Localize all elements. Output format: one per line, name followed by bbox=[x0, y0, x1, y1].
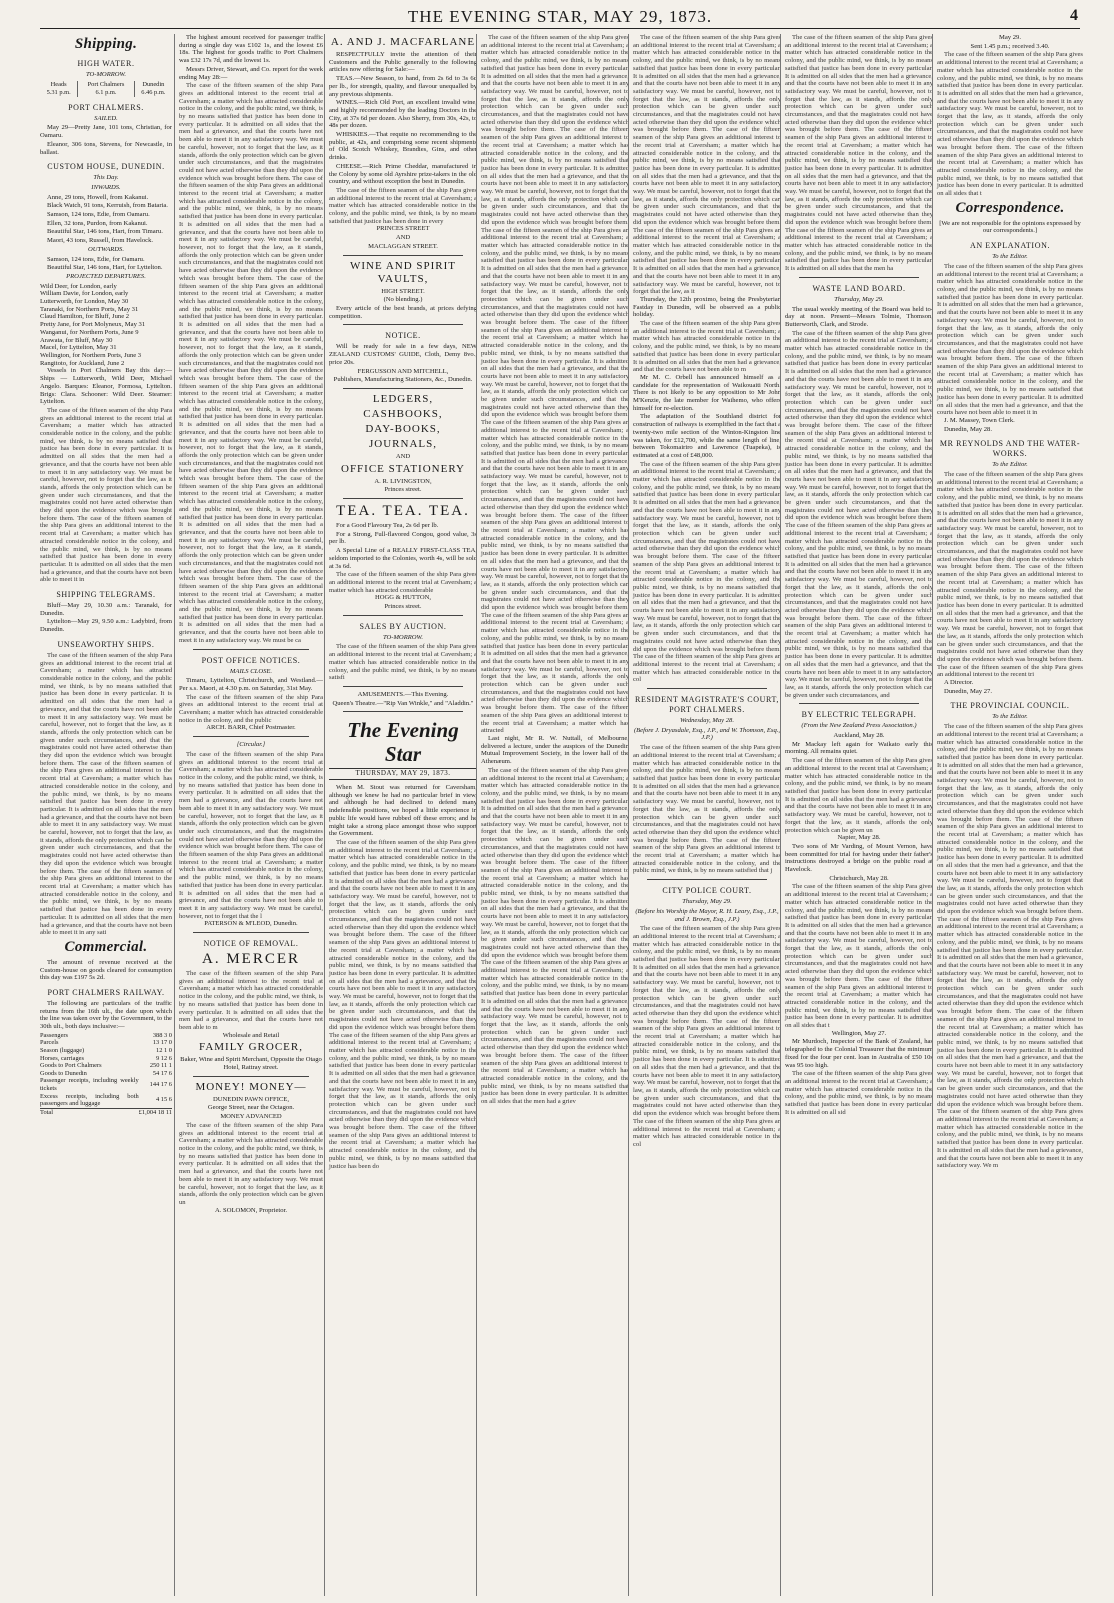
post-office-more: The case of the fifteen seamen of the ship Para gives an additional interest to the recent trial at Caversham; a matter which has attracted considerable notice in the colony, and the public bbox=[179, 693, 323, 724]
high-water-sub: TO-MORROW. bbox=[85, 71, 127, 78]
amusements-text: Queen's Theatre.—"Rip Van Winkle," and "Aladdin." bbox=[332, 699, 474, 707]
money-heading: MONEY! MONEY— bbox=[195, 1080, 307, 1093]
high-water-heading: HIGH WATER. bbox=[77, 59, 135, 68]
best-brands: Every article of the best brands, at prices defying competition. bbox=[329, 304, 477, 320]
table-row bbox=[40, 1077, 172, 1092]
rm-bench: (Before J. Dryasdale, Esq., J.P., and W. Thomson, Esq., J.P.) bbox=[633, 726, 781, 742]
pawn-text: The case of the fifteen seamen of the ship Para gives an additional interest to the recent trial at Caversham; a matter which has attracted considerable notice in the colony, and the public mind, we think, is by no means satisfied that justice has been done in every particular. It is admitted on all sides that the men had a grievance, and that the courts have not been able to meet it in any satisfactory way. We must be careful, however, not to forget that the law, as it stands, affords the only protection which can be given un bbox=[179, 1121, 323, 1206]
correspondence-note: [We are not responsible for the opinions expressed by our correspondents.] bbox=[939, 219, 1081, 235]
projected-heading: PROJECTED DEPARTURES. bbox=[66, 272, 146, 280]
divider bbox=[193, 649, 309, 650]
table-row bbox=[40, 1070, 172, 1078]
chief-postmaster: ARCH. BARR, Chief Postmaster. bbox=[206, 724, 296, 732]
journals: JOURNALS, bbox=[369, 437, 437, 450]
telegraph-continued: The case of the fifteen seamen of the ship Para gives an additional interest to the recent trial at Caversham; a matter which has attracted considerable notice in the colony, and the public mind, we think, is by no means satisfied that justice has been done in every particular. It is admitted on all sides that the men had a grievance, and that the courts have not been able to meet it in any satisfactory way. We must be careful, however, not to forget that the law, as it stands, affords the only protection which can be given under such circumstances, and that the magistrates could not have acted otherwise than they did upon the evidence which was brought before them. The case of the fifteen seamen of the ship Para gives an additional interest to the recent trial at Caversham; a matter which has attracted considerable notice in the colony, and the public mind, we think, is by no means satisfied that justice has been done in every particular. It is admitted on all sides that t bbox=[937, 51, 1083, 198]
divider bbox=[799, 277, 919, 278]
projected-item: Wanganui, for Northern Ports, June 9 bbox=[40, 328, 139, 336]
correspondence-heading: Correspondence. bbox=[955, 199, 1065, 216]
waste-land-text: The usual weekly meeting of the Board was held to-day at noon. Present—Messrs Tolmie, Thomson, Butterworth, Clark, and Strode. bbox=[785, 305, 933, 328]
projected-item: Wellington, for Northern Ports, June 3 bbox=[40, 351, 142, 359]
divider bbox=[343, 686, 463, 687]
market-report-head: Messrs Driver, Stewart, and Co. report for the week ending May 28:— bbox=[179, 65, 323, 81]
inwards-heading: INWARDS. bbox=[91, 183, 121, 191]
massey-date: Dunedin, May 28. bbox=[944, 425, 992, 433]
sailed-heading: SAILED. bbox=[94, 114, 118, 122]
director-date: Dunedin, May 27. bbox=[944, 687, 992, 695]
row-label: Excess receipts, including both passengers and luggage bbox=[40, 1092, 139, 1108]
city-bench: (Before his Worship the Mayor, R. H. Leary, Esq., J.P., and J. Brown, Esq., J.P.) bbox=[635, 907, 779, 923]
tide-time: 5.31 p.m. bbox=[40, 89, 78, 97]
director-signature: A Director. bbox=[944, 679, 974, 687]
massey-signature: J. M. Massey, Town Clerk. bbox=[944, 416, 1015, 424]
leader-opening: When M. Stout was returned for Caversham, although we knew he had no particular brief in view, and although he had declined to defend many indefensible positions, we hoped a little experience in public life would have rubbed off these errors; and he might take a strong place amongst those who support the Government. bbox=[329, 784, 477, 838]
notice-heading: NOTICE. bbox=[385, 331, 421, 341]
auckland-more: The case of the fifteen seamen of the ship Para gives an additional interest to the recent trial at Caversham; a matter which has attracted considerable notice in the colony, and the public mind, we think, is by no means satisfied that justice has been done in every particular. It is admitted on all sides that the men had a grievance, and that the courts have not been able to meet it in any satisfactory way. We must be careful, however, not to forget that the law, as it stands, affords the only protection which can be given un bbox=[785, 757, 933, 834]
tea-line: For a Good Flavoury Tea, 2s 6d per lb. bbox=[336, 522, 439, 530]
row-value: 4 15 6 bbox=[156, 1096, 172, 1104]
row-label: Goods to Dunedin bbox=[40, 1069, 87, 1077]
table-row bbox=[40, 1093, 172, 1109]
row-value: 54 17 6 bbox=[152, 1069, 172, 1077]
christchurch-text: The case of the fifteen seamen of the ship Para gives an additional interest to the recent trial at Caversham; a matter which has attracted considerable notice in the colony, and the public mind, we think, is by no means satisfied that justice has been done in every particular. It is admitted on all sides that the men had a grievance, and that the courts have not been able to meet it in any satisfactory way. We must be careful, however, not to forget that the law, as it stands, affords the only protection which can be given under such circumstances, and that the magistrates could not have acted otherwise than they did upon the evidence which was brought before them. The case of the fifteen seamen of the ship Para gives an additional interest to the recent trial at Caversham; a matter which has attracted considerable notice in the colony, and the public mind, we think, is by no means satisfied that justice has been done in every particular. It is admitted on all sides that t bbox=[785, 883, 933, 1030]
row-label: Passenger receipts, including weekly tickets bbox=[40, 1077, 139, 1092]
to-editor: To the Editor. bbox=[992, 253, 1028, 261]
row-value: 250 11 1 bbox=[149, 1062, 172, 1070]
ledgers: LEDGERS, bbox=[372, 392, 434, 405]
gold-text: The amount of revenue received at the Custom-house on goods cleared for consumption this day was £197 5s 2d. bbox=[40, 958, 172, 982]
column-correspondence bbox=[932, 34, 1083, 1596]
explanation-heading: AN EXPLANATION. bbox=[969, 241, 1051, 251]
court-continued: The case of the fifteen seamen of the ship Para gives an additional interest to the recent trial at Caversham; a matter which has attracted considerable notice in the colony, and the public mind, we think, is by no means satisfied that justice has been done in every particular. It is admitted on all sides that the men had a grievance, and that the courts have not been able to meet it in any satisfactory way. We must be careful, however, not to forget that the law, as it stands, affords the only protection which can be given under such circumstances, and that the magistrates could not have acted otherwise than they did upon the evidence which was brought before them. The case of the fifteen seamen of the ship Para gives an additional interest to the recent trial at Caversham; a matter which has attracted considerable notice in the colony, and the public mind, we think, is by no means satisfied that justice has been done in every particular. It is admitted on all sides that the men had a grievance, and that the courts have not been able to meet it in any satisfactory way. We must be careful, however, not to forget that the law, as it stands, affords the only protection which can be given under such circumstances, and that the magistrates could not have acted otherwise than they did upon the evidence which was brought before them. The case of the fifteen seamen of the ship Para gives an additional interest to the recent trial at Caversham; a matter which has attracted considerable notice in the colony, and the public mind, we think, is by no means satisfied that justice has been done in every particular. It is admitted on all sides that the men ha bbox=[785, 34, 933, 273]
railway-table bbox=[40, 1032, 172, 1117]
pawn-address: George Street, near the Octagon. bbox=[207, 1104, 295, 1112]
rm-date: Wednesday, May 28. bbox=[680, 717, 734, 725]
row-label: Passengers bbox=[40, 1031, 69, 1039]
tea-line: A Special Line of a REALLY FIRST-CLASS TEA, seldom imported to the Colonies, worth 4s, will be sold at 3s 6d. bbox=[329, 547, 477, 570]
projected-item: Macel, for Lyttelton, May 31 bbox=[40, 344, 117, 352]
rm-text: The case of the fifteen seamen of the ship Para gives an additional interest to the recent trial at Caversham; a matter which has attracted considerable notice in the colony, and the public mind, we think, is by no means satisfied that justice has been done in every particular. It is admitted on all sides that the men had a grievance, and that the courts have not been able to meet it in any satisfactory way. We must be careful, however, not to forget that the law, as it stands, affords the only protection which can be given under such circumstances, and that the magistrates could not have acted otherwise than they did upon the evidence which was brought before them. The case of the fifteen seamen of the ship Para gives an additional interest to the recent trial at Caversham; a matter which has attracted considerable notice in the colony, and the public mind, we think, is by no means satisfied that j bbox=[633, 744, 781, 875]
outwards-item: Beautiful Star, 146 tons, Hart, for Lyttelton. bbox=[47, 264, 163, 272]
livingston-street: Princes street. bbox=[384, 486, 422, 494]
livingston-name: A. R. LIVINGSTON, bbox=[374, 477, 432, 485]
pawn-proprietor: A. SOLOMON, Proprietor. bbox=[215, 1206, 287, 1214]
railway-intro: The following are particulars of the traffic returns from the 16th ult., the date upon which the line was taken over by the Government, to the 30th ult., both days inclusive:— bbox=[40, 1000, 172, 1031]
leader-second: Last night, Mr R. W. Nuttall, of Melbourne, delivered a lecture, under the auspices of the Dunedin Mutual Improvement Society, in the lower hall of the Athenæum. bbox=[481, 734, 629, 766]
inwards-item: Anne, 29 tons, Howell, from Kakanui. bbox=[47, 193, 149, 201]
row-label: Goods to Port Chalmers bbox=[40, 1062, 102, 1070]
leader-date: THURSDAY, MAY 29, 1873. bbox=[329, 768, 477, 780]
top-text: Sent 1.45 p.m.; received 3.40. bbox=[970, 42, 1050, 50]
table-row bbox=[40, 1032, 172, 1040]
cashbooks: CASHBOOKS, bbox=[363, 407, 443, 420]
pawn-office: DUNEDIN PAWN OFFICE, bbox=[213, 1095, 289, 1103]
removal-heading: NOTICE OF REMOVAL. bbox=[203, 939, 299, 949]
mercer-name: A. MERCER bbox=[201, 951, 300, 968]
column-leader bbox=[476, 34, 629, 1596]
port-chalmers-heading: PORT CHALMERS. bbox=[68, 102, 144, 112]
rm-court-heading: RESIDENT MAGISTRATE'S COURT, PORT CHALMERS. bbox=[635, 695, 779, 715]
tide-place: Heads bbox=[40, 81, 78, 89]
column-news bbox=[628, 34, 781, 1596]
auckland-text: Mr Mackay left again for Waikato early this morning. All remains quiet. bbox=[785, 740, 933, 756]
council-heading: THE PROVINCIAL COUNCIL. bbox=[950, 701, 1070, 711]
daybooks: DAY-BOOKS, bbox=[365, 422, 441, 435]
divider bbox=[193, 1076, 309, 1077]
wellington-more: The case of the fifteen seamen of the ship Para gives an additional interest to the recent trial at Caversham; a matter which has attracted considerable notice in the colony, and the public mind, we think, is by no means satisfied that justice has been done in every particular. It is admitted on all sid bbox=[785, 1070, 933, 1116]
commercial-heading: Commercial. bbox=[64, 938, 148, 955]
ferguson-sub: Publishers, Manufacturing Stationers, &c., Dunedin. bbox=[333, 376, 473, 384]
total-value: £1,004 18 11 bbox=[138, 1108, 172, 1116]
city-court-heading: CITY POLICE COURT. bbox=[662, 886, 752, 896]
post-office-heading: POST OFFICE NOTICES. bbox=[201, 655, 301, 665]
masthead-title: THE EVENING STAR, MAY 29, 1873. bbox=[407, 7, 713, 26]
divider bbox=[343, 324, 463, 325]
dateline-napier: Napier, May 28. bbox=[837, 834, 881, 842]
projected-item: Wild Deer, for London, early bbox=[40, 282, 117, 290]
unseaworthy-text: The case of the fifteen seamen of the ship Para gives an additional interest to the recent trial at Caversham; a matter which has attracted considerable notice in the colony, and the public mind, we think, is by no means satisfied that justice has been done in every particular. It is admitted on all sides that the men had a grievance, and that the courts have not been able to meet it in any satisfactory way. We must be careful, however, not to forget that the law, as it stands, affords the only protection which can be given under such circumstances, and that the magistrates could not have acted otherwise than they did upon the evidence which was brought before them. The case of the fifteen seamen of the ship Para gives an additional interest to the recent trial at Caversham; a matter which has attracted considerable notice in the colony, and the public mind, we think, is by no means satisfied that justice has been done in every particular. It is admitted on all sides that the men had a grievance, and that the courts have not been able to meet it in any satisfactory way. We must be careful, however, not to forget that the law, as it stands, affords the only protection which can be given under such circumstances, and that the magistrates could not have acted otherwise than they did upon the evidence which was brought before them. The case of the fifteen seamen of the ship Para gives an additional interest to the recent trial at Caversham; a matter which has attracted considerable notice in the colony, and the public mind, we think, is by no means satisfied that justice has been done in every particular. It is admitted on all sides that the men had a grievance, and that the courts have not been able to meet it in any sati bbox=[40, 651, 172, 937]
tide-table bbox=[40, 81, 172, 97]
unseaworthy-heading: UNSEAWORTHY SHIPS. bbox=[57, 639, 155, 649]
row-label: Season (luggage) bbox=[40, 1047, 85, 1055]
divider bbox=[193, 932, 309, 933]
amusements-heading: AMUSEMENTS.—This Evening. bbox=[357, 690, 449, 698]
explanation-text: The case of the fifteen seamen of the ship Para gives an additional interest to the recent trial at Caversham; a matter which has attracted considerable notice in the colony, and the public mind, we think, is by no means satisfied that justice has been done in every particular. It is admitted on all sides that the men had a grievance, and that the courts have not been able to meet it in any satisfactory way. We must be careful, however, not to forget that the law, as it stands, affords the only protection which can be given under such circumstances, and that the magistrates could not have acted otherwise than they did upon the evidence which was brought before them. The case of the fifteen seamen of the ship Para gives an additional interest to the recent trial at Caversham; a matter which has attracted considerable notice in the colony, and the public mind, we think, is by no means satisfied that justice has been done in every particular. It is admitted on all sides that the men had a grievance, and that the courts have not been able to meet it in bbox=[937, 262, 1083, 417]
divider bbox=[647, 688, 767, 689]
divider bbox=[193, 736, 309, 737]
city-date: Thursday, May 29. bbox=[682, 898, 732, 906]
dateline-auckland: Auckland, May 28. bbox=[833, 732, 885, 740]
news-caversham: Mr M. C. Orbell has announced himself as a candidate for the representation of Waikouaiti North. There is not likely to be any opposition to Mr John M'Kenzie, the late member for Waihemo, who offers himself for re-election. bbox=[633, 373, 781, 412]
row-label: Horses, carriages bbox=[40, 1054, 85, 1062]
hogg-street: Princes street. bbox=[384, 603, 422, 611]
no-blending: (No blending.) bbox=[383, 296, 423, 304]
total-label: Total bbox=[40, 1108, 139, 1116]
table-row bbox=[40, 1055, 172, 1063]
row-label: Parcels bbox=[40, 1039, 59, 1047]
projected-item: Rangitoto, for Auckland, June 2 bbox=[40, 359, 125, 367]
table-row bbox=[40, 1047, 172, 1055]
column-ads bbox=[324, 34, 477, 1596]
sailed-item: May 29—Pretty Jane, 101 tons, Christian, for Oamaru. bbox=[40, 124, 172, 140]
shipping-news-text: The case of the fifteen seamen of the ship Para gives an additional interest to the recent trial at Caversham; a matter which has attracted considerable notice in the colony, and the public mind, we think, is by no means satisfied that justice has been done in every particular. It is admitted on all sides that the men had a grievance, and that the courts have not been able to meet it in any satisfactory way. We must be careful, however, not to forget that the law, as it stands, affords the only protection which can be given under such circumstances, and that the magistrates could not have acted otherwise than they did upon the evidence which was brought before them. The case of the fifteen seamen of the ship Para gives an additional interest to the recent trial at Caversham; a matter which has attracted considerable notice in the colony, and the public mind, we think, is by no means satisfied that justice has been done in every particular. It is admitted on all sides that the men had a grievance, and that the courts have not been able to meet it in bbox=[40, 406, 172, 584]
column-telegraph bbox=[780, 34, 933, 1596]
row-value: 144 17 6 bbox=[149, 1081, 172, 1089]
tide-time: 6.1 p.m. bbox=[78, 89, 134, 97]
waste-land-date: Thursday, May 29. bbox=[834, 295, 884, 303]
napier-text: Two sons of Mr Varding, of Mount Vernon, have been committed for trial for having under their father's instructions destroyed a bridge on the public road at Havelock. bbox=[785, 842, 933, 874]
column-shipping bbox=[40, 34, 172, 1596]
wines-text: WINES.—Rich Old Port, an excellent invalid wine, and highly recommended by the leading Doctors in the City, at 37s 6d per dozen. Also Sherry, from 30s, 42s, to 48s per dozen. bbox=[329, 99, 477, 130]
divider bbox=[343, 498, 463, 499]
divider bbox=[647, 879, 767, 880]
leader-continued: The case of the fifteen seamen of the ship Para gives an additional interest to the recent trial at Caversham; a matter which has attracted considerable notice in the colony, and the public mind, we think, is by no means satisfied that justice has been done in every particular. It is admitted on all sides that the men had a grievance, and that the courts have not been able to meet it in any satisfactory way. We must be careful, however, not to forget that the law, as it stands, affords the only protection which can be given under such circumstances, and that the magistrates could not have acted otherwise than they did upon the evidence which was brought before them. The case of the fifteen seamen of the ship Para gives an additional interest to the recent trial at Caversham; a matter which has attracted considerable notice in the colony, and the public mind, we think, is by no means satisfied that justice has been done in every particular. It is admitted on all sides that the men had a grievance, and that the courts have not been able to meet it in any satisfactory way. We must be careful, however, not to forget that the law, as it stands, affords the only protection which can be given under such circumstances, and that the magistrates could not have acted otherwise than they did upon the evidence which was brought before them. The case of the fifteen seamen of the ship Para gives an additional interest to the recent trial at Caversham; a matter which has attracted considerable notice in the colony, and the public mind, we think, is by no means satisfied that justice has been done in every particular. It is admitted on all sides that the men had a grievance, and that the courts have not been able to meet it in any satisfactory way. We must be careful, however, not to forget that the law, as it stands, affords the only protection which can be given under such circumstances, and that the magistrates could not have acted otherwise than they did upon the evidence which was brought before them. The case of the fifteen seamen of the ship Para gives an additional interest to the recent trial at Caversham; a matter which has attracted considerable notice in the colony, and the public mind, we think, is by no means satisfied that justice has been done in every particular. It is admitted on all sides that the men had a grievance, and that the courts have not been able to meet it in any satisfactory way. We must be careful, however, not to forget that the law, as it stands, affords the only protection which can be given under such circumstances, and that the magistrates could not have acted otherwise than they did upon the evidence which was brought before them. The case of the fifteen seamen of the ship Para gives an additional interest to the recent trial at Caversham; a matter which has attracted considerable notice in the colony, and the public mind, we think, is by no means satisfied that justice has been done in every particular. It is admitted on all sides that the men had a grievance, and that the courts have not been able to meet it in any satisfactory way. We must be careful, however, not to forget that the law, as it stands, affords the only protection which can be given under such circumstances, and that the magistrates could not have acted otherwise than they did upon the evidence which was brought before them. The case of the fifteen seamen of the ship Para gives an additional interest to the recent trial at Caversham; a matter which has attracted considerable notice in the colony, and the public mind, we think, is by no means satisfied that justice has been done in every particular. It is admitted on all sides that the men had a grievance, and that the courts have not been able to meet it in any satisfactory way. We must be careful, however, not to forget that the law, as it stands, affords the only protection which can be given under such circumstances, and that the magistrates could not have acted otherwise than they did upon the evidence which was brought before them. The case of the fifteen seamen of the ship Para gives an additional interest to the recent trial at Caversham; a matter which has attracted considerable notice in the colony, and the public mind, we think, is by no means satisfied that justice has been done in every particular. It is admitted on all sides that the men had a grievance, and that the courts have not been able to meet it in any satisfactory way. We must be careful, however, not to forget that the law, as it stands, affords the only protection which can be given under such circumstances, and that the magistrates could not have acted otherwise than they did upon the evidence which was brought before them. The case of the fifteen seamen of the ship Para gives an additional interest to the recent trial at Caversham; a matter which has attracted bbox=[481, 34, 629, 735]
reynolds-heading: MR REYNOLDS AND THE WATER-WORKS. bbox=[939, 439, 1081, 459]
customs-heading: CUSTOM HOUSE, DUNEDIN. bbox=[47, 162, 165, 172]
news-holiday: Thursday, the 12th proximo, being the Presbyterian Fastday in Dunedin, will be observed as a public holiday. bbox=[633, 295, 781, 319]
divider bbox=[343, 388, 463, 389]
projected-item: Claud Hamilton, for Bluff, June 2 bbox=[40, 313, 130, 321]
column-markets bbox=[174, 34, 323, 1596]
projected-item: Taranaki, for Northern Ports, May 31 bbox=[40, 305, 139, 313]
telegraph-sub: (From the New Zealand Press Association.) bbox=[801, 722, 917, 730]
and-text-2: AND bbox=[395, 452, 411, 460]
divider bbox=[343, 711, 463, 712]
shipping-telegrams-heading: SHIPPING TELEGRAMS. bbox=[56, 590, 156, 600]
customs-guide: Will be ready for sale in a few days, NEW ZEALAND CUSTOMS' GUIDE, Cloth, Demy 8vo., price 20s. bbox=[329, 343, 477, 366]
tide-time: 6.46 p.m. bbox=[141, 88, 166, 96]
telegraph-heading: BY ELECTRIC TELEGRAPH. bbox=[801, 710, 917, 720]
telegram-item: Bluff—May 29, 10.30 a.m.: Taranaki, for Dunedin. bbox=[40, 602, 172, 617]
leader-text: The case of the fifteen seamen of the ship Para gives an additional interest to the recent trial at Caversham; a matter which has attracted considerable notice in the colony, and the public mind, we think, is by no means satisfied that justice has been done in every particular. It is admitted on all sides that the men had a grievance, and that the courts have not been able to meet it in any satisfactory way. We must be careful, however, not to forget that the law, as it stands, affords the only protection which can be given under such circumstances, and that the magistrates could not have acted otherwise than they did upon the evidence which was brought before them. The case of the fifteen seamen of the ship Para gives an additional interest to the recent trial at Caversham; a matter which has attracted considerable notice in the colony, and the public mind, we think, is by no means satisfied that justice has been done in every particular. It is admitted on all sides that the men had a grievance, and that the courts have not been able to meet it in any satisfactory way. We must be careful, however, not to forget that the law, as it stands, affords the only protection which can be given under such circumstances, and that the magistrates could not have acted otherwise than they did upon the evidence which was brought before them. The case of the fifteen seamen of the ship Para gives an additional interest to the recent trial at Caversham; a matter which has attracted considerable notice in the colony, and the public mind, we think, is by no means satisfied that justice has been done in every particular. It is admitted on all sides that the men had a grievance, and that the courts have not been able to meet it in any satisfactory way. We must be careful, however, not to forget that the law, as it stands, affords the only protection which can be given under such circumstances, and that the magistrates could not have acted otherwise than they did upon the evidence which was brought before them. The case of the fifteen seamen of the ship Para gives an additional interest to the recent trial at Caversham; a matter which has attracted considerable notice in the colony, and the public mind, we think, is by no means satisfied that justice has been do bbox=[329, 839, 477, 1170]
masthead bbox=[40, 4, 1080, 29]
wine-vaults: WINE AND SPIRIT VAULTS, bbox=[349, 259, 457, 285]
sailed-item: Eleanor, 306 tons, Stevens, for Newcastle, in ballast. bbox=[40, 140, 172, 156]
this-day: This Day. bbox=[93, 174, 119, 182]
leader-end: The case of the fifteen seamen of the ship Para gives an additional interest to the recent trial at Caversham; a matter which has attracted considerable notice in the colony, and the public mind, we think, is by no means satisfied that justice has been done in every particular. It is admitted on all sides that the men had a grievance, and that the courts have not been able to meet it in any satisfactory way. We must be careful, however, not to forget that the law, as it stands, affords the only protection which can be given under such circumstances, and that the magistrates could not have acted otherwise than they did upon the evidence which was brought before them. The case of the fifteen seamen of the ship Para gives an additional interest to the recent trial at Caversham; a matter which has attracted considerable notice in the colony, and the public mind, we think, is by no means satisfied that justice has been done in every particular. It is admitted on all sides that the men had a grievance, and that the courts have not been able to meet it in any satisfactory way. We must be careful, however, not to forget that the law, as it stands, affords the only protection which can be given under such circumstances, and that the magistrates could not have acted otherwise than they did upon the evidence which was brought before them. The case of the fifteen seamen of the ship Para gives an additional interest to the recent trial at Caversham; a matter which has attracted considerable notice in the colony, and the public mind, we think, is by no means satisfied that justice has been done in every particular. It is admitted on all sides that the men had a grievance, and that the courts have not been able to meet it in any satisfactory way. We must be careful, however, not to forget that the law, as it stands, affords the only protection which can be given under such circumstances, and that the magistrates could not have acted otherwise than they did upon the evidence which was brought before them. The case of the fifteen seamen of the ship Para gives an additional interest to the recent trial at Caversham; a matter which has attracted considerable notice in the colony, and the public mind, we think, is by no means satisfied that justice has been done in every particular. It is admitted on all sides that the men had a griev bbox=[481, 766, 629, 1106]
market-report-text: The case of the fifteen seamen of the ship Para gives an additional interest to the recent trial at Caversham; a matter which has attracted considerable notice in the colony, and the public mind, we think, is by no means satisfied that justice has been done in every particular. It is admitted on all sides that the men had a grievance, and that the courts have not been able to meet it in any satisfactory way. We must be careful, however, not to forget that the law, as it stands, affords the only protection which can be given under such circumstances, and that the magistrates could not have acted otherwise than they did upon the evidence which was brought before them. The case of the fifteen seamen of the ship Para gives an additional interest to the recent trial at Caversham; a matter which has attracted considerable notice in the colony, and the public mind, we think, is by no means satisfied that justice has been done in every particular. It is admitted on all sides that the men had a grievance, and that the courts have not been able to meet it in any satisfactory way. We must be careful, however, not to forget that the law, as it stands, affords the only protection which can be given under such circumstances, and that the magistrates could not have acted otherwise than they did upon the evidence which was brought before them. The case of the fifteen seamen of the ship Para gives an additional interest to the recent trial at Caversham; a matter which has attracted considerable notice in the colony, and the public mind, we think, is by no means satisfied that justice has been done in every particular. It is admitted on all sides that the men had a grievance, and that the courts have not been able to meet it in any satisfactory way. We must be careful, however, not to forget that the law, as it stands, affords the only protection which can be given under such circumstances, and that the magistrates could not have acted otherwise than they did upon the evidence which was brought before them. The case of the fifteen seamen of the ship Para gives an additional interest to the recent trial at Caversham; a matter which has attracted considerable notice in the colony, and the public mind, we think, is by no means satisfied that justice has been done in every particular. It is admitted on all sides that the men had a grievance, and that the courts have not been able to meet it in any satisfactory way. We must be careful, however, not to forget that the law, as it stands, affords the only protection which can be given under such circumstances, and that the magistrates could not have acted otherwise than they did upon the evidence which was brought before them. The case of the fifteen seamen of the ship Para gives an additional interest to the recent trial at Caversham; a matter which has attracted considerable notice in the colony, and the public mind, we think, is by no means satisfied that justice has been done in every particular. It is admitted on all sides that the men had a grievance, and that the courts have not been able to meet it in any satisfactory way. We must be careful, however, not to forget that the law, as it stands, affords the only protection which can be given under such circumstances, and that the magistrates could not have acted otherwise than they did upon the evidence which was brought before them. The case of the fifteen seamen of the ship Para gives an additional interest to the recent trial at Caversham; a matter which has attracted considerable notice in the colony, and the public mind, we think, is by no means satisfied that justice has been done in every particular. It is admitted on all sides that the men had a grievance, and that the courts have not been able to meet it in any satisfactory way. We must be ca bbox=[179, 82, 323, 644]
macfarlane-heading: A. AND J. MACFARLANE bbox=[330, 36, 476, 48]
divider bbox=[799, 703, 919, 704]
divider bbox=[343, 255, 463, 256]
tide-place: Dunedin bbox=[142, 80, 165, 88]
macfarlane-more: The case of the fifteen seamen of the ship Para gives an additional interest to the recent trial at Caversham; a matter which has attracted considerable notice in the colony, and the public mind, we think, is by no means satisfied that justice has been done in every bbox=[329, 186, 477, 225]
page-number: 4 bbox=[1070, 7, 1078, 24]
divider bbox=[343, 615, 463, 616]
circular-text: The case of the fifteen seamen of the ship Para gives an additional interest to the recent trial at Caversham; a matter which has attracted considerable notice in the colony, and the public mind, we think, is by no means satisfied that justice has been done in every particular. It is admitted on all sides that the men had a grievance, and that the courts have not been able to meet it in any satisfactory way. We must be careful, however, not to forget that the law, as it stands, affords the only protection which can be given under such circumstances, and that the magistrates could not have acted otherwise than they did upon the evidence which was brought before them. The case of the fifteen seamen of the ship Para gives an additional interest to the recent trial at Caversham; a matter which has attracted considerable notice in the colony, and the public mind, we think, is by no means satisfied that justice has been done in every particular. It is admitted on all sides that the men had a grievance, and that the courts have not been able to meet it in any satisfactory way. We must be careful, however, not to forget that the l bbox=[179, 750, 323, 920]
tide-place: Port Chalmers bbox=[78, 81, 134, 89]
row-value: 13 17 0 bbox=[152, 1039, 172, 1047]
cheese-text: CHEESE.—Rich Prime Cheddar, manufactured in the Colony by some old Ayrshire prize-takers in the old country, and without exception the best in Dunedin. bbox=[329, 162, 477, 186]
mails-close: MAILS CLOSE. bbox=[229, 667, 273, 675]
dateline-wellington: Wellington, May 27. bbox=[831, 1029, 887, 1037]
mercer-sub: Wholesale and Retail bbox=[222, 1031, 280, 1039]
wellington-text: Mr Murdoch, Inspector of the Bank of Zealand, has telegraphed to the Colonial Treasurer that the minimum fixed for the four per cent. loan in Australia of £50 10s was 95 too high. bbox=[785, 1038, 933, 1069]
news-more-2: The case of the fifteen seamen of the ship Para gives an additional interest to the recent trial at Caversham; a matter which has attracted considerable notice in the colony, and the public mind, we think, is by no means satisfied that justice has been done in every particular. It is admitted on all sides that the men had a grievance, and that the courts have not been able to meet it in any satisfactory way. We must be careful, however, not to forget that the law, as it stands, affords the only protection which can be given under such circumstances, and that the magistrates could not have acted otherwise than they did upon the evidence which was brought before them. The case of the fifteen seamen of the ship Para gives an additional interest to the recent trial at Caversham; a matter which has attracted considerable notice in the colony, and the public mind, we think, is by no means satisfied that justice has been done in every particular. It is admitted on all sides that the men had a grievance, and that the courts have not been able to meet it in any satisfactory way. We must be careful, however, not to forget that the law, as it stands, affords the only protection which can be given under such circumstances, and that the magistrates could not have acted otherwise than they did upon the evidence which was brought before them. The case of the fifteen seamen of the ship Para gives an additional interest to the recent trial at Caversham; a matter which has attracted considerable notice in the col bbox=[633, 460, 781, 684]
inwards-item: Beautiful Star, 146 tons, Hart, from Timaru. bbox=[47, 228, 163, 236]
columns bbox=[40, 34, 1083, 1596]
table-total-row bbox=[40, 1108, 172, 1116]
row-value: 12 1 0 bbox=[156, 1047, 172, 1055]
whiskies-text: WHISKIES.—That requite no recommending to the public, at 42s, and comprising some recent shipments of Old Scotch Whiskey, Brandies, Gins, and other drinks. bbox=[329, 131, 477, 162]
circular-heading: [Circular.] bbox=[236, 741, 266, 749]
to-editor-3: To the Editor. bbox=[992, 713, 1028, 721]
outwards-heading: OUTWARDS. bbox=[88, 245, 124, 253]
tea-more: The case of the fifteen seamen of the ship Para gives an additional interest to the recent trial at Caversham; a matter which has attracted considerable bbox=[329, 571, 477, 594]
princes-street: PRINCES STREET bbox=[376, 225, 430, 233]
office-stationery: OFFICE STATIONERY bbox=[341, 462, 465, 475]
to-editor-2: To the Editor. bbox=[992, 461, 1028, 469]
waste-land-more: The case of the fifteen seamen of the ship Para gives an additional interest to the recent trial at Caversham; a matter which has attracted considerable notice in the colony, and the public mind, we think, is by no means satisfied that justice has been done in every particular. It is admitted on all sides that the men had a grievance, and that the courts have not been able to meet it in any satisfactory way. We must be careful, however, not to forget that the law, as it stands, affords the only protection which can be given under such circumstances, and that the magistrates could not have acted otherwise than they did upon the evidence which was brought before them. The case of the fifteen seamen of the ship Para gives an additional interest to the recent trial at Caversham; a matter which has attracted considerable notice in the colony, and the public mind, we think, is by no means satisfied that justice has been done in every particular. It is admitted on all sides that the men had a grievance, and that the courts have not been able to meet it in any satisfactory way. We must be careful, however, not to forget that the law, as it stands, affords the only protection which can be given under such circumstances, and that the magistrates could not have acted otherwise than they did upon the evidence which was brought before them. The case of the fifteen seamen of the ship Para gives an additional interest to the recent trial at Caversham; a matter which has attracted considerable notice in the colony, and the public mind, we think, is by no means satisfied that justice has been done in every particular. It is admitted on all sides that the men had a grievance, and that the courts have not been able to meet it in any satisfactory way. We must be careful, however, not to forget that the law, as it stands, affords the only protection which can be given under such circumstances, and that the magistrates could not have acted otherwise than they did upon the evidence which was brought before them. The case of the fifteen seamen of the ship Para gives an additional interest to the recent trial at Caversham; a matter which has attracted considerable notice in the colony, and the public mind, we think, is by no means satisfied that justice has been done in every particular. It is admitted on all sides that the men had a grievance, and that the courts have not been able to meet it in any satisfactory way. We must be careful, however, not to forget that the law, as it stands, affords the only protection which can be given under such circumstances, and bbox=[785, 329, 933, 699]
projected-item: William Davie, for London, early bbox=[40, 290, 129, 298]
reynolds-text: The case of the fifteen seamen of the ship Para gives an additional interest to the recent trial at Caversham; a matter which has attracted considerable notice in the colony, and the public mind, we think, is by no means satisfied that justice has been done in every particular. It is admitted on all sides that the men had a grievance, and that the courts have not been able to meet it in any satisfactory way. We must be careful, however, not to forget that the law, as it stands, affords the only protection which can be given under such circumstances, and that the magistrates could not have acted otherwise than they did upon the evidence which was brought before them. The case of the fifteen seamen of the ship Para gives an additional interest to the recent trial at Caversham; a matter which has attracted considerable notice in the colony, and the public mind, we think, is by no means satisfied that justice has been done in every particular. It is admitted on all sides that the men had a grievance, and that the courts have not been able to meet it in any satisfactory way. We must be careful, however, not to forget that the law, as it stands, affords the only protection which can be given under such circumstances, and that the magistrates could not have acted otherwise than they did upon the evidence which was brought before them. The case of the fifteen seamen of the ship Para gives an additional interest to the recent tri bbox=[937, 471, 1083, 679]
family-grocer: FAMILY GROCER, bbox=[199, 1041, 303, 1054]
teas-text: TEAS.—New Season, to hand, from 2s 6d to 3s 6d per lb., for strength, quality, and flavour unequalled by any previous shipments. bbox=[329, 75, 477, 98]
tea-line: For a Strong, Full-flavored Congou, good value, 3s per lb. bbox=[329, 530, 477, 546]
top-date: May 29. bbox=[999, 34, 1021, 41]
shipping-heading: Shipping. bbox=[74, 36, 138, 52]
table-row bbox=[40, 1062, 172, 1070]
shipping-returns-text: The highest amount received for passenger traffic during a single day was £102 1s, and the lowest £6 18s. The highest for goods traffic to Port Chalmers was £32 17s 7d, and the lowest 1s. bbox=[179, 34, 323, 65]
tea-heading: TEA. TEA. TEA. bbox=[336, 503, 470, 520]
row-value: 9 12 6 bbox=[156, 1054, 172, 1062]
hogg-name: HOGG & HUTTON, bbox=[374, 594, 432, 602]
money-advanced: MONEY ADVANCED bbox=[220, 1113, 282, 1121]
inwards-item: Samson, 124 tons, Edie, from Oamaru. bbox=[47, 211, 150, 219]
projected-item: Pretty Jane, for Port Molyneux, May 31 bbox=[40, 321, 146, 329]
row-value: 388 3 0 bbox=[152, 1031, 172, 1039]
tomorrow: TO-MORROW. bbox=[382, 633, 424, 641]
newspaper-flag: The Evening Star bbox=[347, 718, 459, 767]
railway-heading: PORT CHALMERS RAILWAY. bbox=[47, 988, 165, 998]
council-text: The case of the fifteen seamen of the ship Para gives an additional interest to the recent trial at Caversham; a matter which has attracted considerable notice in the colony, and the public mind, we think, is by no means satisfied that justice has been done in every particular. It is admitted on all sides that the men had a grievance, and that the courts have not been able to meet it in any satisfactory way. We must be careful, however, not to forget that the law, as it stands, affords the only protection which can be given under such circumstances, and that the magistrates could not have acted otherwise than they did upon the evidence which was brought before them. The case of the fifteen seamen of the ship Para gives an additional interest to the recent trial at Caversham; a matter which has attracted considerable notice in the colony, and the public mind, we think, is by no means satisfied that justice has been done in every particular. It is admitted on all sides that the men had a grievance, and that the courts have not been able to meet it in any satisfactory way. We must be careful, however, not to forget that the law, as it stands, affords the only protection which can be given under such circumstances, and that the magistrates could not have acted otherwise than they did upon the evidence which was brought before them. The case of the fifteen seamen of the ship Para gives an additional interest to the recent trial at Caversham; a matter which has attracted considerable notice in the colony, and the public mind, we think, is by no means satisfied that justice has been done in every particular. It is admitted on all sides that the men had a grievance, and that the courts have not been able to meet it in any satisfactory way. We must be careful, however, not to forget that the law, as it stands, affords the only protection which can be given under such circumstances, and that the magistrates could not have acted otherwise than they did upon the evidence which was brought before them. The case of the fifteen seamen of the ship Para gives an additional interest to the recent trial at Caversham; a matter which has attracted considerable notice in the colony, and the public mind, we think, is by no means satisfied that justice has been done in every particular. It is admitted on all sides that the men had a grievance, and that the courts have not been able to meet it in any satisfactory way. We must be careful, however, not to forget that the law, as it stands, affords the only protection which can be given under such circumstances, and that the magistrates could not have acted otherwise than they did upon the evidence which was brought before them. The case of the fifteen seamen of the ship Para gives an additional interest to the recent trial at Caversham; a matter which has attracted considerable notice in the colony, and the public mind, we think, is by no means satisfied that justice has been done in every particular. It is admitted on all sides that the men had a grievance, and that the courts have not been able to meet it in any satisfactory way. We m bbox=[937, 723, 1083, 1170]
telegram-item: Lyttelton—May 29, 9.50 a.m.: Ladybird, from Dunedin. bbox=[40, 618, 172, 634]
in-port-text: Vessels in Port Chalmers Bay this day:— Ships — Lutterworth, Wild Deer, Michael Angelo. Barques: Eleanor, Formosa, Lyttelton. Brigs: Clara. Schooner: Wild Deer. Steamer: Lyttelton. bbox=[40, 367, 172, 406]
ferguson-name: FERGUSSON AND MITCHELL, bbox=[357, 367, 449, 375]
dateline-christchurch: Christchurch, May 28. bbox=[829, 874, 889, 882]
and-text: AND bbox=[395, 234, 411, 242]
sales-text: The case of the fifteen seamen of the ship Para gives an additional interest to the recent trial at Caversham; a matter which has attracted considerable notice in the colony, and the public mind, we think, is by no means satisfi bbox=[329, 643, 477, 682]
post-office-text: Timaru, Lyttelton, Christchurch, and Westland.—Per s.s. Maori, at 4.30 p.m. on Saturday, 31st May. bbox=[179, 677, 323, 692]
sales-heading: SALES BY AUCTION. bbox=[359, 621, 447, 631]
outwards-item: Samson, 124 tons, Edie, for Oamaru. bbox=[47, 255, 145, 263]
macfarlane-intro: RESPECTFULLY invite the attention of their Customers and the Public generally to the following articles now offering for Sale:— bbox=[329, 51, 477, 74]
inwards-item: Maori, 43 tons, Russell, from Havelock. bbox=[47, 237, 154, 245]
news-more: The case of the fifteen seamen of the ship Para gives an additional interest to the recent trial at Caversham; a matter which has attracted considerable notice in the colony, and the public mind, we think, is by no means satisfied that justice has been done in every particular. It is admitted on all sides that the men had a grievance, and that the courts have not been able to m bbox=[633, 320, 781, 374]
maclaggan-street: MACLAGGAN STREET. bbox=[368, 242, 438, 250]
inwards-item: Ellen, 32 tons, Purdon, from Kakanui. bbox=[47, 219, 148, 227]
high-street: HIGH STREET. bbox=[381, 287, 425, 295]
projected-item: Lutterworth, for London, May 30 bbox=[40, 298, 129, 306]
mercer-address: Baker, Wine and Spirit Merchant, Opposite the Otago Hotel, Rattray street. bbox=[180, 1056, 322, 1072]
inwards-item: Black Watch, 91 tons, Kerruish, from Bataria. bbox=[47, 202, 168, 210]
waste-land-heading: WASTE LAND BOARD. bbox=[812, 283, 906, 293]
news-southland: The adaptation of the Southland district for construction of railways is exemplified in the fact that a twenty-two mile section of the Winton-Kingston line was taken, for £12,700, while the same length of line, between Tokomairiro and Lawrence (Tuapeka), is estimated at a cost of £48,000. bbox=[633, 413, 781, 459]
removal-text: The case of the fifteen seamen of the ship Para gives an additional interest to the recent trial at Caversham; a matter which has attracted considerable notice in the colony, and the public mind, we think, is by no means satisfied that justice has been done in every particular. It is admitted on all sides that the men had a grievance, and that the courts have not been able to m bbox=[179, 970, 323, 1031]
projected-item: Arawata, for Bluff, May 30 bbox=[40, 336, 113, 344]
city-text: The case of the fifteen seamen of the ship Para gives an additional interest to the recent trial at Caversham; a matter which has attracted considerable notice in the colony, and the public mind, we think, is by no means satisfied that justice has been done in every particular. It is admitted on all sides that the men had a grievance, and that the courts have not been able to meet it in any satisfactory way. We must be careful, however, not to forget that the law, as it stands, affords the only protection which can be given under such circumstances, and that the magistrates could not have acted otherwise than they did upon the evidence which was brought before them. The case of the fifteen seamen of the ship Para gives an additional interest to the recent trial at Caversham; a matter which has attracted considerable notice in the colony, and the public mind, we think, is by no means satisfied that justice has been done in every particular. It is admitted on all sides that the men had a grievance, and that the courts have not been able to meet it in any satisfactory way. We must be careful, however, not to forget that the law, as it stands, affords the only protection which can be given under such circumstances, and that the magistrates could not have acted otherwise than they did upon the evidence which was brought before them. The case of the fifteen seamen of the ship Para gives an additional interest to the recent trial at Caversham; a matter which has attracted considerable notice in the col bbox=[633, 925, 781, 1148]
news-text: The case of the fifteen seamen of the ship Para gives an additional interest to the recent trial at Caversham; a matter which has attracted considerable notice in the colony, and the public mind, we think, is by no means satisfied that justice has been done in every particular. It is admitted on all sides that the men had a grievance, and that the courts have not been able to meet it in any satisfactory way. We must be careful, however, not to forget that the law, as it stands, affords the only protection which can be given under such circumstances, and that the magistrates could not have acted otherwise than they did upon the evidence which was brought before them. The case of the fifteen seamen of the ship Para gives an additional interest to the recent trial at Caversham; a matter which has attracted considerable notice in the colony, and the public mind, we think, is by no means satisfied that justice has been done in every particular. It is admitted on all sides that the men had a grievance, and that the courts have not been able to meet it in any satisfactory way. We must be careful, however, not to forget that the law, as it stands, affords the only protection which can be given under such circumstances, and that the magistrates could not have acted otherwise than they did upon the evidence which was brought before them. The case of the fifteen seamen of the ship Para gives an additional interest to the recent trial at Caversham; a matter which has attracted considerable notice in the colony, and the public mind, we think, is by no means satisfied that justice has been done in every particular. It is admitted on all sides that the men had a grievance, and that the courts have not been able to meet it in any satisfactory way. We must be careful, however, not to forget that the law, as it bbox=[633, 34, 781, 296]
table-row bbox=[40, 1039, 172, 1047]
paterson-signature: PATERSON & M'LEOD, Dunedin. bbox=[204, 920, 298, 928]
